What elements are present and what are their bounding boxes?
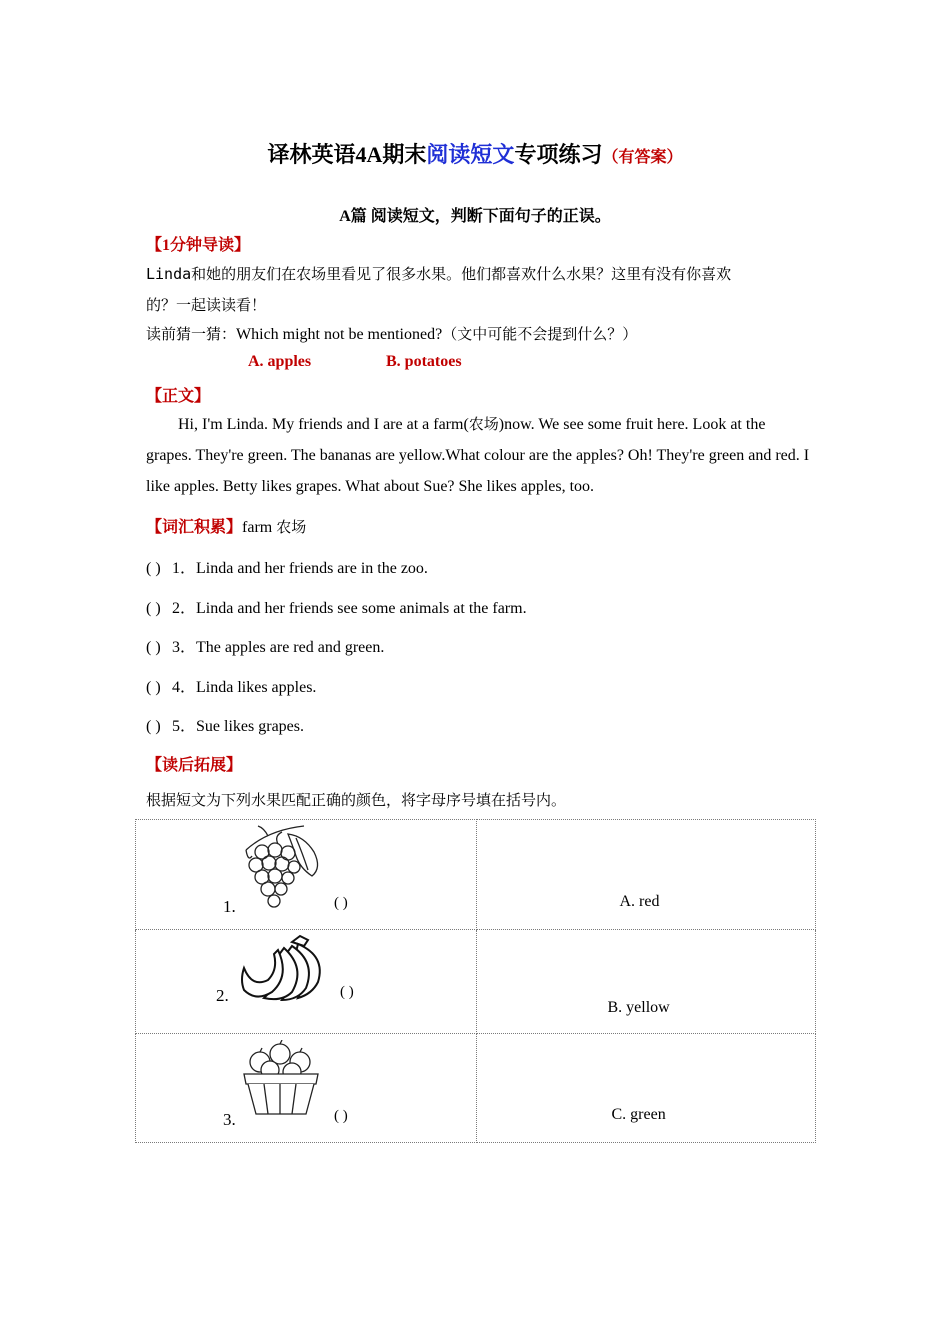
guide-line1: Linda和她的朋友们在农场里看见了很多水果。他们都喜欢什么水果？这里有没有你喜欢 xyxy=(146,265,732,283)
guess-line xyxy=(146,323,637,344)
matching-table xyxy=(135,819,816,1143)
title-part1: 译林英语4A期末 xyxy=(267,142,427,167)
match-blank[interactable]: ( ) xyxy=(334,1108,348,1124)
match-blank[interactable]: ( ) xyxy=(340,984,354,1000)
guide-line2: 的？一起读读看！ xyxy=(146,296,267,314)
vocab-heading: 【词汇积累】 xyxy=(146,519,243,536)
table-row xyxy=(136,930,816,1034)
guess-translation: （文中可能不会提到什么？） xyxy=(442,325,638,343)
vocab-meaning: 农场 xyxy=(276,518,307,536)
color-option-b: B. yellow xyxy=(607,999,670,1016)
table-row xyxy=(136,1034,816,1143)
question-row xyxy=(146,674,316,697)
passage-chinese-word: 农场 xyxy=(468,415,499,433)
answer-blank[interactable]: ( ) xyxy=(146,679,161,696)
question-row xyxy=(146,595,527,618)
question-number: 5． xyxy=(172,718,197,735)
vocab-line xyxy=(146,514,306,537)
question-number: 1． xyxy=(172,560,197,577)
title-part3: 专项练习 xyxy=(514,142,603,167)
color-option-a: A. red xyxy=(619,893,660,910)
reading-passage xyxy=(146,409,810,502)
text-heading: 【正文】 xyxy=(146,388,211,405)
title-part4: （有答案） xyxy=(602,149,683,166)
passage-part1: Hi, I'm Linda. My friends and I are at a farm( xyxy=(178,416,469,433)
grapes-icon xyxy=(238,822,330,914)
question-number: 4． xyxy=(172,679,197,696)
color-option-c: C. green xyxy=(611,1106,666,1123)
question-text: Linda and her friends see some animals at the farm. xyxy=(196,600,527,617)
passage-part2: )now. We see some fruit here. Look at the grapes. They're green. The bananas are yellow.What colour are the apples? Oh! They're green and red. I like apples. Betty likes grapes. What about Sue? She likes apples, too. xyxy=(146,416,810,495)
guess-question: Which might not be mentioned? xyxy=(236,326,443,343)
page-title xyxy=(0,138,950,169)
title-part2: 阅读短文 xyxy=(426,142,515,167)
question-row xyxy=(146,713,304,736)
fruit-number: 1. xyxy=(223,897,236,916)
question-text: The apples are red and green. xyxy=(196,639,385,656)
question-text: Sue likes grapes. xyxy=(196,718,304,735)
answer-blank[interactable]: ( ) xyxy=(146,639,161,656)
question-text: Linda likes apples. xyxy=(196,679,317,696)
question-text: Linda and her friends are in the zoo. xyxy=(196,560,428,577)
fruit-cell xyxy=(136,1034,477,1143)
answer-blank[interactable]: ( ) xyxy=(146,600,161,617)
fruit-cell xyxy=(136,930,477,1034)
section-subtitle: A篇 阅读短文，判断下面句子的正误。 xyxy=(339,208,611,225)
table-row xyxy=(136,820,816,930)
guide-heading: 【1分钟导读】 xyxy=(146,237,251,254)
question-number: 2． xyxy=(172,600,197,617)
color-cell xyxy=(477,820,816,930)
guess-prefix: 读前猜一猜： xyxy=(146,325,237,343)
bananas-icon xyxy=(238,932,328,1004)
answer-blank[interactable]: ( ) xyxy=(146,560,161,577)
fruit-number: 2. xyxy=(216,986,229,1005)
color-cell xyxy=(477,930,816,1034)
question-row xyxy=(146,634,384,657)
question-row xyxy=(146,555,428,578)
color-cell xyxy=(477,1034,816,1143)
fruit-number: 3. xyxy=(223,1110,236,1129)
answer-blank[interactable]: ( ) xyxy=(146,718,161,735)
option-a: A. apples xyxy=(248,353,312,370)
vocab-word: farm xyxy=(242,519,273,536)
fruit-cell xyxy=(136,820,477,930)
extend-instruction: 根据短文为下列水果匹配正确的颜色，将字母序号填在括号内。 xyxy=(146,791,567,809)
question-number: 3． xyxy=(172,639,197,656)
match-blank[interactable]: ( ) xyxy=(334,895,348,911)
extend-heading: 【读后拓展】 xyxy=(146,757,243,774)
apple-basket-icon xyxy=(240,1040,322,1116)
option-b: B. potatoes xyxy=(386,353,462,370)
